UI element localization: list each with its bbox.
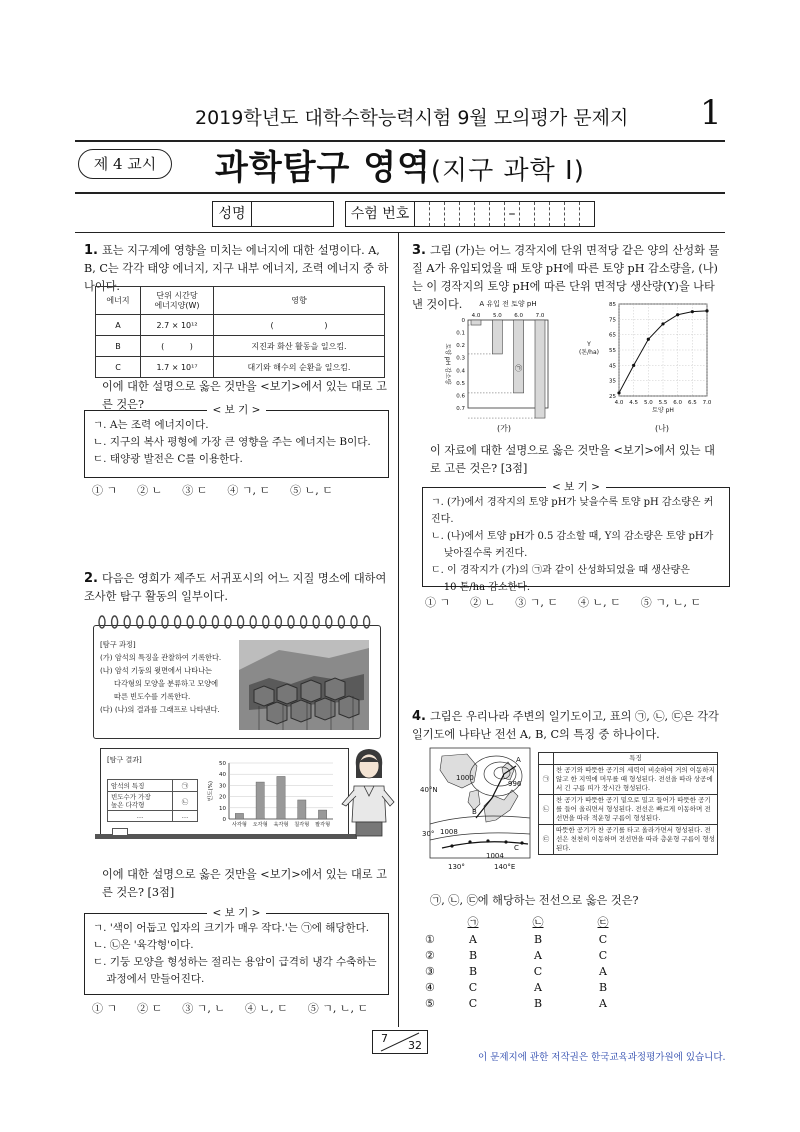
spiral-ring [225, 616, 231, 628]
bogi-item: ㄴ. (나)에서 토양 pH가 0.5 감소할 때, Y의 감소량은 토양 pH가 [431, 531, 714, 542]
name-label: 성명 [213, 202, 252, 226]
spiral-ring [288, 616, 294, 628]
y-tick-label: 0.4 [456, 368, 465, 375]
answer-choices [92, 482, 353, 498]
x-tick-label: 오각형 [252, 822, 268, 828]
spiral-ring [351, 616, 357, 628]
lon-label: 130° [448, 863, 465, 871]
name-field[interactable] [212, 201, 334, 227]
figure-label: (가) [497, 424, 511, 433]
y-tick-label: 0.1 [456, 330, 465, 337]
choice-4[interactable]: ④ ㄱ, ㄷ [227, 484, 271, 497]
question-text: 표는 지구계에 영향을 미치는 에너지에 대한 설명이다. A, B, C는 각각 태양 에너지, 지구 내부 에너지, 조력 에너지 중 하나이다. [84, 244, 389, 293]
process-item: (나) 암석 기둥의 윗면에서 나타나는 [100, 666, 212, 675]
y-tick-label: 0.5 [456, 380, 465, 387]
isobar-label: 1004 [486, 852, 504, 860]
table-header: ㉠ [467, 916, 479, 929]
y-tick-label: 40 [219, 772, 226, 779]
bogi-item: ㄱ. (가)에서 경작지의 토양 pH가 낮을수록 토양 pH 감소량은 커진다. [431, 497, 714, 525]
choice-2[interactable]: ② ㄴ [470, 596, 496, 609]
table-cell: ㉢ [539, 825, 554, 855]
bogi-box [84, 907, 389, 995]
bar [535, 320, 545, 418]
bogi-item: 낮아질수록 커진다. [431, 548, 528, 559]
spiral-ring [187, 616, 193, 628]
y-tick-label: 50 [219, 761, 226, 767]
choice-5[interactable]: ⑤ ㄱ, ㄴ, ㄷ [640, 596, 702, 609]
choice-2[interactable]: ② ㄷ [137, 1002, 163, 1015]
choice-5[interactable]: ⑤ ㄴ, ㄷ [290, 484, 333, 497]
x-tick-label: 칠각형 [294, 822, 310, 828]
table-cell: B [96, 336, 141, 357]
answer-row[interactable]: ④ C A B [425, 980, 608, 994]
student-figure [338, 744, 400, 840]
bogi-item: ㄴ. ㉡은 '육각형'이다. [93, 939, 194, 951]
process-list [100, 638, 221, 716]
x-tick-label: 4.5 [629, 400, 639, 406]
number-dash: – [505, 202, 520, 226]
table-cell: ㉡ [173, 792, 198, 811]
process-item: 다각형의 모양을 분류하고 모양에 [114, 679, 219, 688]
spiral-ring [263, 616, 269, 628]
bogi-title: < 보 기 > [546, 481, 606, 493]
bogi-box [84, 404, 389, 478]
lon-label: 140°E [494, 863, 516, 871]
question-prompt: 이에 대한 설명으로 옳은 것만을 <보기>에서 있는 대로 고른 것은? [102, 380, 387, 411]
x-axis-label: 토양 pH [652, 407, 674, 414]
y-axis-label: (톤/ha) [579, 349, 599, 356]
spiral-ring [364, 616, 370, 628]
x-tick-label: 육각형 [273, 822, 289, 828]
front-label: B [472, 808, 477, 816]
question-text: 그림은 우리나라 주변의 일기도이고, 표의 ㉠, ㉡, ㉢은 각각 일기도에 나타난 전선 A, B, C의 특징 중 하나이다. [412, 710, 719, 741]
process-item: (가) 암석의 특징을 관찰하여 기록한다. [100, 653, 222, 662]
x-tick-label: 6.0 [514, 313, 524, 319]
front-feature-table [538, 752, 718, 855]
x-tick-label: 6.5 [687, 400, 697, 406]
y-tick-label: 20 [219, 794, 226, 801]
y-tick-label: 0.7 [456, 406, 465, 412]
spiral-ring [149, 616, 155, 628]
bogi-box [422, 481, 730, 593]
question-number: 1. [84, 243, 98, 258]
question-4 [412, 708, 722, 744]
y-tick-label: 0 [461, 318, 465, 324]
spiral-ring [338, 616, 344, 628]
bar [318, 810, 326, 819]
polygon-frequency-chart [201, 757, 341, 833]
y-tick-label: 65 [609, 332, 616, 339]
table-cell: ㉠ [539, 765, 554, 795]
bogi-item: ㄱ. '색이 어둡고 입자의 크기가 매우 작다.'는 ㉠에 해당한다. [93, 922, 370, 934]
spiral-ring [124, 616, 130, 628]
y-tick-label: 0 [222, 817, 226, 823]
x-tick-label: 사각형 [231, 822, 247, 828]
answer-row[interactable]: ② B A C [425, 948, 608, 962]
question-number: 4. [412, 709, 426, 724]
spiral-ring [175, 616, 181, 628]
bogi-title: < 보 기 > [207, 404, 267, 416]
choice-1[interactable]: ① ㄱ [92, 1002, 118, 1015]
bar [256, 782, 264, 819]
y-axis-label: 토양 pH 감소량 [444, 343, 451, 385]
y-tick-label: 55 [609, 348, 616, 354]
x-tick-label: 7.0 [702, 400, 712, 406]
spiral-binding [94, 615, 380, 629]
question-prompt: 이에 대한 설명으로 옳은 것만을 <보기>에서 있는 대로 고른 것은? [3점] [102, 868, 387, 899]
divider [75, 232, 725, 233]
y-tick-label: 25 [609, 394, 616, 400]
table-cell: ㉡ [539, 795, 554, 825]
x-tick-label: 5.5 [658, 400, 668, 406]
x-tick-label: 6.0 [673, 400, 683, 406]
table-cell: 2.7 × 10¹² [141, 315, 214, 336]
result-table [107, 779, 198, 822]
page-number: 1 [700, 93, 722, 133]
choice-3[interactable]: ③ ㄱ, ㄷ [515, 596, 558, 609]
spiral-ring [250, 616, 256, 628]
y-axis-label: Y [587, 341, 591, 348]
isobar-label: 1008 [440, 828, 458, 836]
y-tick-label: 0.6 [456, 393, 465, 400]
data-point [705, 309, 708, 312]
subject-sub: (지구 과학 I) [430, 156, 585, 186]
isobar-label: 1000 [456, 774, 474, 782]
ph-decrease-chart [438, 298, 558, 416]
table-header: ㉢ [597, 916, 609, 929]
y-tick-label: 0.2 [456, 343, 465, 350]
choice-4[interactable]: ④ ㄴ, ㄷ [578, 596, 621, 609]
x-tick-label: 4.0 [614, 400, 624, 406]
y-tick-label: 85 [609, 302, 616, 308]
question-text: 그림 (가)는 어느 경작지에 단위 면적당 같은 양의 산성화 물질 A가 유입되었을 때 토양 pH에 따른 토양 pH 감소량을, (나)는 이 경작지의 토양 pH에 따른 단위 면적당 생산량(Y)을 나타낸 것이다. [412, 244, 720, 311]
table-cell: 암석의 특징 [108, 780, 173, 792]
spiral-ring [99, 616, 105, 628]
bar [235, 813, 243, 819]
spiral-ring [238, 616, 244, 628]
spiral-ring [200, 616, 206, 628]
subject-title [215, 140, 585, 189]
spiral-ring [112, 616, 118, 628]
bogi-title: < 보 기 > [207, 907, 267, 919]
x-tick-label: 5.0 [492, 313, 502, 319]
spiral-ring [275, 616, 281, 628]
table-cell: … [173, 811, 198, 822]
data-point [691, 310, 694, 313]
divider [75, 192, 725, 194]
board-tray [95, 834, 357, 839]
question-text: 다음은 영희가 제주도 서귀포시의 어느 지질 명소에 대하여 조사한 탐구 활동의 일부이다. [84, 572, 387, 603]
x-tick-label: 팔각형 [315, 822, 331, 828]
y-tick-label: 45 [609, 363, 616, 370]
energy-table [95, 286, 385, 378]
data-point [647, 338, 650, 341]
table-cell: 찬 공기가 따뜻한 공기 밑으로 밀고 들어가 따뜻한 공기를 들어 올리면서 형성된다. 전선은 빠르게 이동하며 전선면을 따라 적운형 구름이 형성된다. [554, 795, 718, 825]
page-current: 7 [381, 1032, 388, 1045]
annotation-label: ㉠ [515, 364, 523, 373]
spiral-ring [212, 616, 218, 628]
bar [471, 320, 481, 325]
bar [277, 776, 285, 819]
y-tick-label: 0.3 [456, 355, 465, 362]
table-cell: ( ) [141, 336, 214, 357]
choice-4[interactable]: ④ ㄴ, ㄷ [245, 1002, 288, 1015]
answer-table [424, 913, 624, 1011]
yield-chart [575, 298, 715, 416]
table-header: 영향 [214, 287, 385, 315]
data-point [661, 322, 664, 325]
question-number: 3. [412, 243, 426, 258]
lat-label: 40°N [420, 786, 438, 794]
result-title: [탐구 결과] [107, 756, 142, 764]
table-cell: … [108, 811, 173, 822]
table-header: 단위 시간당 에너지양(W) [141, 287, 214, 315]
spiral-ring [301, 616, 307, 628]
process-item: (다) (나)의 결과를 그래프로 나타낸다. [100, 705, 220, 714]
table-cell: 대기와 해수의 순환을 일으킴. [214, 357, 385, 378]
y-tick-label: 35 [609, 378, 616, 385]
answer-row[interactable]: ① A B C [425, 932, 608, 946]
table-cell: 찬 공기와 따뜻한 공기의 세력이 비슷하여 거의 이동하지 않고 한 지역에 머무를 때 형성된다. 전선을 따라 상공에서 긴 구름 띠가 장시간 형성된다. [554, 765, 718, 795]
bogi-item: 과정에서 만들어진다. [93, 973, 205, 985]
choice-1[interactable]: ① ㄱ [92, 484, 118, 497]
copyright-notice: 이 문제지에 관한 저작권은 한국교육과정평가원에 있습니다. [478, 1052, 726, 1063]
exam-number-field[interactable] [345, 201, 595, 227]
spiral-ring [137, 616, 143, 628]
session-badge: 제 4 교시 [78, 149, 172, 179]
bar [514, 320, 524, 393]
y-tick-label: 10 [219, 805, 226, 812]
spiral-ring [162, 616, 168, 628]
table-header: ㉡ [532, 916, 544, 929]
table-cell: ( ) [214, 315, 385, 336]
bogi-item: ㄱ. A는 조력 에너지이다. [93, 419, 209, 431]
front-label: C [514, 844, 519, 852]
y-tick-label: 30 [219, 783, 226, 790]
question-number: 2. [84, 571, 98, 586]
subject-main: 과학탐구 영역 [215, 148, 431, 188]
choice-1[interactable]: ① ㄱ [425, 596, 451, 609]
choice-3[interactable]: ③ ㄱ, ㄴ [182, 1002, 225, 1015]
data-point [676, 313, 679, 316]
bogi-item: ㄷ. 기둥 모양을 형성하는 절리는 용암이 급격히 냉각 수축하는 [93, 956, 377, 968]
table-cell: A [96, 315, 141, 336]
page-counter [372, 1030, 428, 1054]
isobar-label: 996 [508, 780, 522, 788]
x-tick-label: 5.0 [643, 400, 653, 406]
choice-3[interactable]: ③ ㄷ [182, 484, 208, 497]
table-cell: 1.7 × 10¹⁷ [141, 357, 214, 378]
bogi-item: ㄷ. 태양광 발전은 C를 이용한다. [93, 453, 243, 465]
bogi-item: ㄷ. 이 경작지가 (가)의 ㉠과 같이 산성화되었을 때 생산량은 [431, 565, 690, 576]
bogi-item: 10 톤/ha 감소한다. [431, 582, 531, 593]
question-prompt: 이 자료에 대한 설명으로 옳은 것만을 <보기>에서 있는 대로 고른 것은? [3점] [430, 444, 715, 475]
answer-choices [92, 1000, 388, 1016]
spiral-ring [326, 616, 332, 628]
y-axis-label: 빈도(%) [208, 780, 214, 802]
page-total: 32 [408, 1039, 422, 1052]
question-prompt: ㉠, ㉡, ㉢에 해당하는 전선으로 옳은 것은? [430, 894, 639, 907]
result-board [100, 748, 349, 836]
answer-choices [425, 594, 721, 610]
lat-label: 30° [422, 830, 435, 838]
answer-row[interactable]: ③ B C A [425, 964, 607, 978]
process-title: [탐구 과정] [100, 640, 136, 649]
process-item: 따른 빈도수를 기록한다. [114, 692, 191, 701]
chart-title: A 유입 전 토양 pH [479, 300, 537, 308]
table-cell: ㉠ [173, 780, 198, 792]
table-cell: 따뜻한 공기가 찬 공기를 타고 올라가면서 형성된다. 전선은 천천히 이동하며 전선면을 따라 층운형 구름이 형성된다. [554, 825, 718, 855]
table-header: 특징 [554, 753, 718, 765]
exam-title: 2019학년도 대학수학능력시험 9월 모의평가 문제지 [195, 107, 629, 129]
basalt-columns-photo [239, 640, 369, 730]
bogi-item: ㄴ. 지구의 복사 평형에 가장 큰 영향을 주는 에너지는 B이다. [93, 436, 371, 448]
number-label: 수험 번호 [346, 202, 415, 226]
choice-2[interactable]: ② ㄴ [137, 484, 163, 497]
x-tick-label: 7.0 [535, 313, 545, 319]
front-label: A [516, 756, 521, 764]
column-separator [398, 232, 399, 1027]
y-tick-label: 75 [609, 317, 616, 324]
table-cell: C [96, 357, 141, 378]
eraser-icon [112, 828, 128, 836]
bar [298, 800, 306, 819]
choice-5[interactable]: ⑤ ㄱ, ㄴ, ㄷ [307, 1002, 369, 1015]
question-2 [84, 570, 389, 606]
x-tick-label: 4.0 [471, 313, 481, 319]
notebook-panel [93, 625, 381, 739]
spiral-ring [313, 616, 319, 628]
table-cell: 지진과 화산 활동을 일으킴. [214, 336, 385, 357]
table-cell: 빈도수가 가장 높은 다각형 [108, 792, 173, 811]
bar [492, 320, 502, 354]
table-header: 에너지 [96, 287, 141, 315]
weather-map [422, 748, 538, 872]
data-point [632, 364, 635, 367]
data-point [617, 391, 620, 394]
answer-row[interactable]: ⑤ C B A [425, 996, 607, 1010]
figure-label: (나) [655, 424, 669, 433]
